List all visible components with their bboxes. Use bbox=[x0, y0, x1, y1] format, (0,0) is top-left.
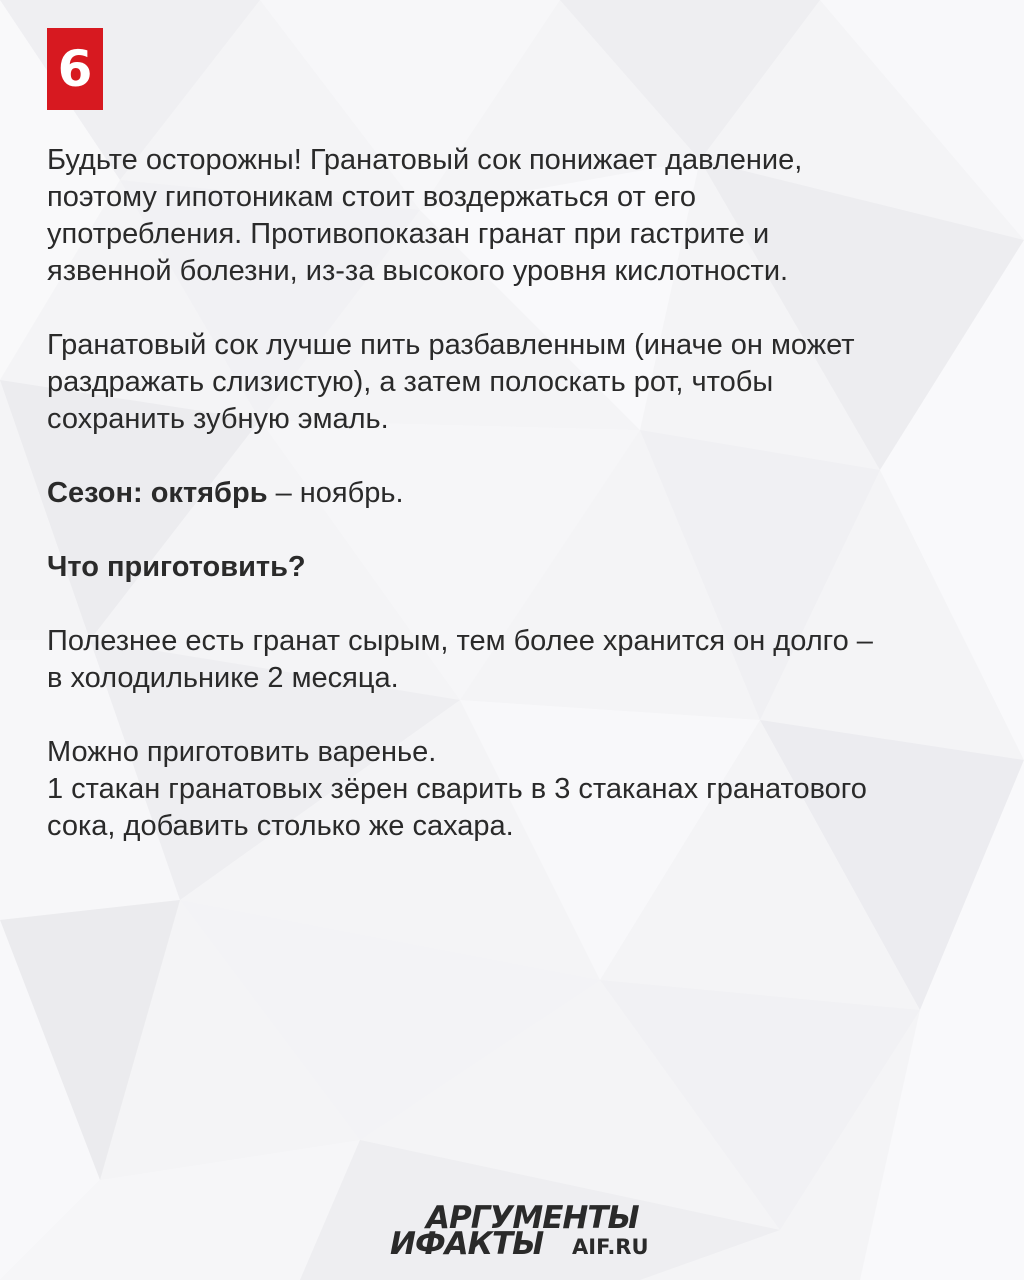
paragraph-line: Можно приготовить варенье. bbox=[47, 736, 437, 768]
paragraph-line: Будьте осторожны! Гранатовый сок понижает давление, bbox=[47, 144, 803, 176]
paragraph-line: сока, добавить столько же сахара. bbox=[47, 810, 514, 842]
paragraph-juice-advice bbox=[47, 327, 987, 438]
article-body bbox=[47, 142, 987, 845]
season-rest: – ноябрь. bbox=[267, 477, 404, 509]
section-heading: Что приготовить? bbox=[47, 551, 306, 583]
paragraph-line: сохранить зубную эмаль. bbox=[47, 403, 389, 435]
logo-line-1: АРГУМЕНТЫ bbox=[426, 1200, 639, 1236]
aif-logo bbox=[390, 1202, 660, 1262]
season-label: Сезон: октябрь bbox=[47, 477, 268, 509]
paragraph-raw bbox=[47, 623, 987, 697]
paragraph-line: Полезнее есть гранат сырым, тем более хранится он долго – bbox=[47, 625, 873, 657]
season-line bbox=[47, 475, 987, 512]
page-number: 6 bbox=[57, 40, 93, 98]
paragraph-warning bbox=[47, 142, 987, 290]
paragraph-line: Гранатовый сок лучше пить разбавленным (иначе он может bbox=[47, 329, 855, 361]
paragraph-jam-recipe bbox=[47, 734, 987, 845]
paragraph-line: раздражать слизистую), а затем полоскать рот, чтобы bbox=[47, 366, 774, 398]
paragraph-line: 1 стакан гранатовых зёрен сварить в 3 стаканах гранатового bbox=[47, 773, 867, 805]
logo-site: AIF.RU bbox=[572, 1235, 649, 1259]
paragraph-line: употребления. Противопоказан гранат при гастрите и bbox=[47, 218, 770, 250]
paragraph-line: в холодильнике 2 месяца. bbox=[47, 662, 399, 694]
logo-line-2: ИФАКТЫ bbox=[390, 1226, 544, 1262]
paragraph-line: язвенной болезни, из-за высокого уровня кислотности. bbox=[47, 255, 789, 287]
paragraph-line: поэтому гипотоникам стоит воздержаться от его bbox=[47, 181, 697, 213]
page-number-badge bbox=[47, 28, 103, 110]
